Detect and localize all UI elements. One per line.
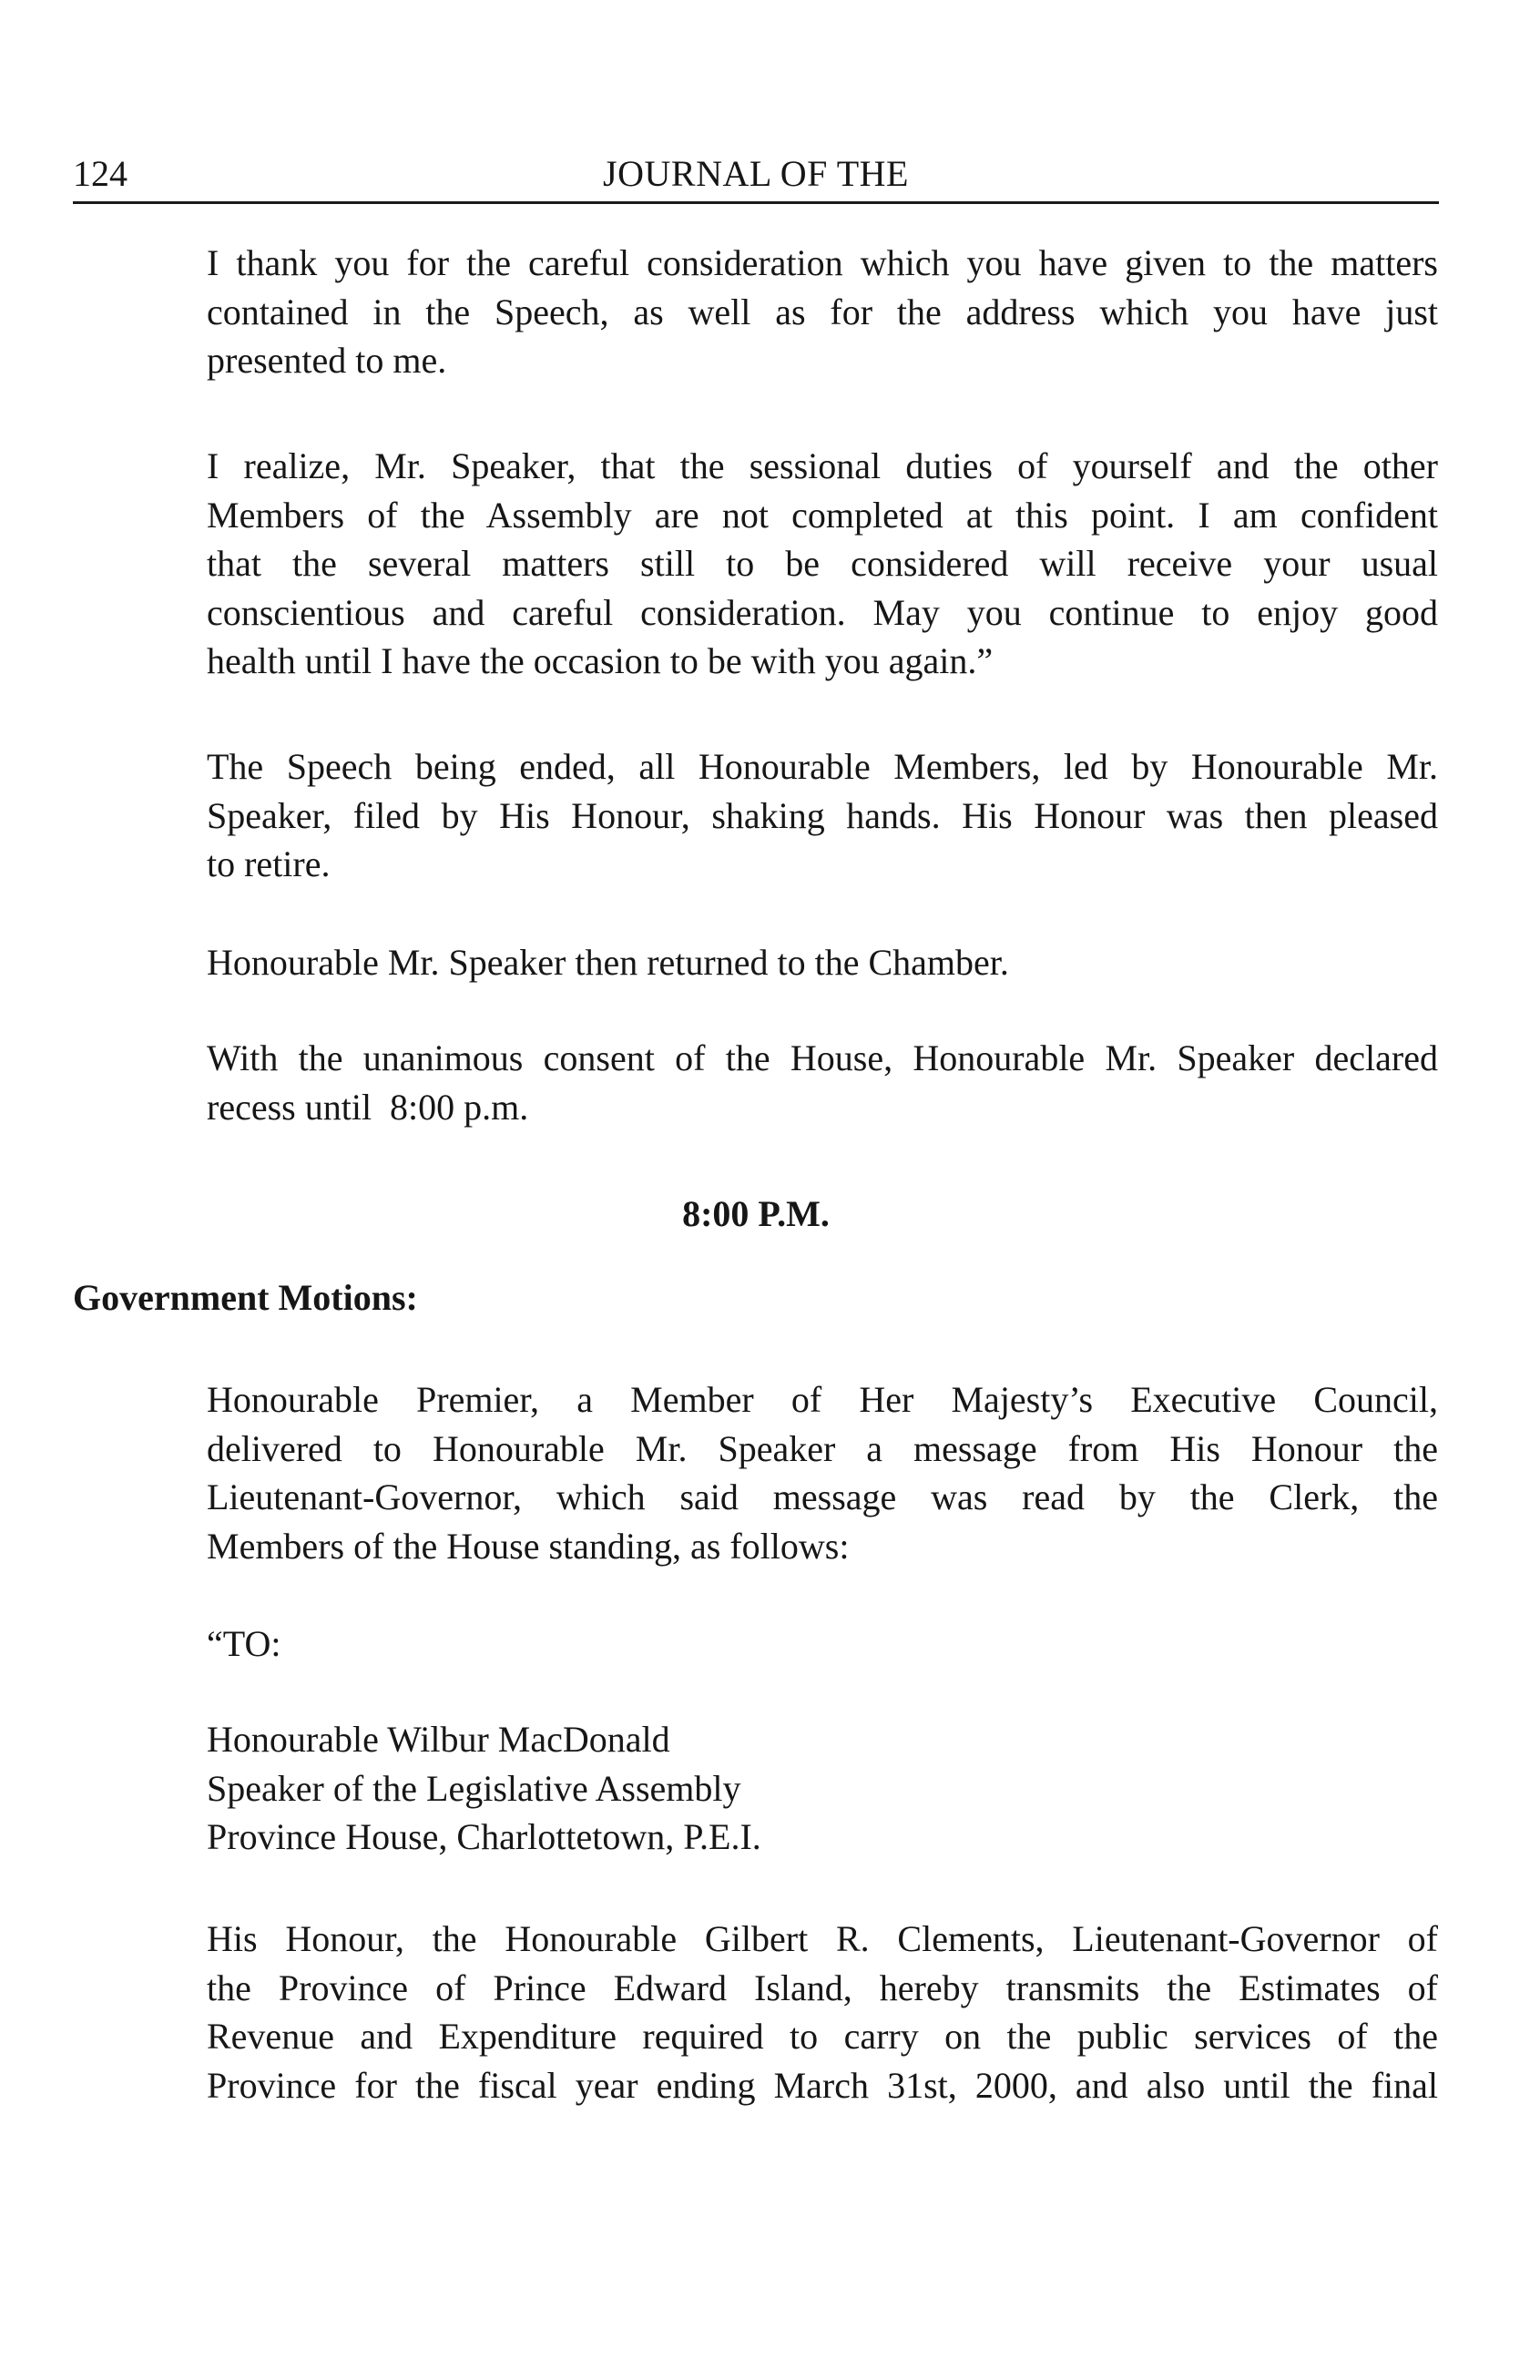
text-line: Honourable Mr. Speaker then returned to the Chamber. <box>207 942 1009 983</box>
text-line: Speaker, filed by His Honour, shaking hands. His Honour was then pleased <box>207 794 1438 836</box>
paragraph-speech-ended <box>207 742 1438 889</box>
paragraph-thanks <box>207 239 1438 385</box>
section-heading: Government Motions: <box>73 1277 418 1318</box>
running-head <box>73 150 1439 204</box>
paragraph-sessional-duties <box>207 442 1438 686</box>
text-line: With the unanimous consent of the House, Honourable Mr. Speaker declared <box>207 1037 1438 1078</box>
text-line: I realize, Mr. Speaker, that the sessional duties of yourself and the other <box>207 445 1438 486</box>
paragraph-recess <box>207 1034 1438 1131</box>
address-line: Honourable Wilbur MacDonald <box>207 1719 670 1760</box>
text-line: Honourable Premier, a Member of Her Majesty’s Executive Council, <box>207 1379 1438 1420</box>
text-line: Revenue and Expenditure required to carry on the public services of the <box>207 2016 1438 2057</box>
time-heading: 8:00 P.M. <box>682 1193 830 1234</box>
text-line: conscientious and careful consideration. May you continue to enjoy good <box>207 591 1438 633</box>
text-line: Province for the fiscal year ending March 31st, 2000, and also until the final <box>207 2064 1438 2106</box>
page-number: 124 <box>73 153 127 194</box>
text-line: presented to me. <box>207 340 447 381</box>
text-line: health until I have the occasion to be with you again.” <box>207 640 994 681</box>
text-line: Lieutenant-Governor, which said message was read by the Clerk, the <box>207 1476 1438 1517</box>
text-line: Members of the Assembly are not completed at this point. I am confident <box>207 494 1438 536</box>
text-line: The Speech being ended, all Honourable Members, led by Honourable Mr. <box>207 746 1438 787</box>
text-line: delivered to Honourable Mr. Speaker a message from His Honour the <box>207 1427 1438 1469</box>
text-line: the Province of Prince Edward Island, hereby transmits the Estimates of <box>207 1966 1438 2008</box>
paragraph-returned <box>207 938 1438 987</box>
text-line: His Honour, the Honourable Gilbert R. Clements, Lieutenant-Governor of <box>207 1918 1438 1959</box>
text-line: that the several matters still to be considered will receive your usual <box>207 543 1438 584</box>
paragraph-estimates <box>207 1915 1438 2109</box>
text-line: to retire. <box>207 843 331 884</box>
address-line: Speaker of the Legislative Assembly <box>207 1767 741 1809</box>
paragraph-premier-message <box>207 1375 1438 1570</box>
text-line: Members of the House standing, as follows: <box>207 1525 850 1567</box>
text-line: contained in the Speech, as well as for the address which you have just <box>207 291 1438 332</box>
text-line: recess until 8:00 p.m. <box>207 1086 529 1128</box>
text-line: I thank you for the careful consideration which you have given to the matters <box>207 242 1438 283</box>
paragraph-to <box>207 1619 1438 1669</box>
address-line: Province House, Charlottetown, P.E.I. <box>207 1816 761 1857</box>
address-block <box>207 1715 1438 1862</box>
journal-title: JOURNAL OF THE <box>603 153 909 194</box>
text-line: “TO: <box>207 1623 281 1664</box>
